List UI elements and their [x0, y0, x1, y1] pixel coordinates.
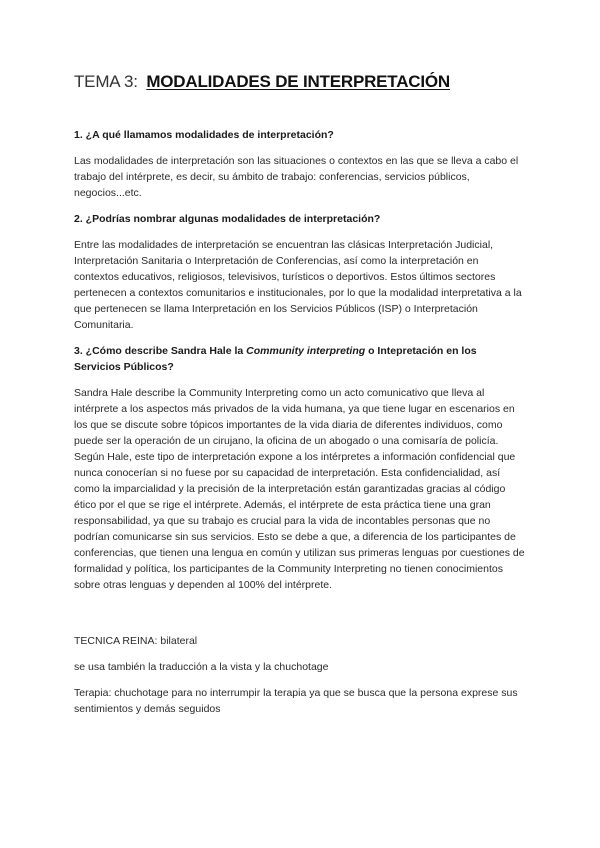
question-3-after: o Intepretación en los Servicios Públicos? — [74, 345, 477, 373]
note-3: Terapia: chuchotage para no interrumpir la terapia ya que se busca que la persona exprese sus sentimientos y demás seguidos — [74, 687, 518, 715]
note-2: se usa también la traducción a la vista y la chuchotage — [74, 661, 329, 673]
answer-2: Entre las modalidades de interpretación se encuentran las clásicas Interpretación Judicial, Interpretación Sanitaria o Interpretación de Conferencias, así como la interpretación en contextos educativos, religiosos, televisivos, turísticos o deportivos. Estos últimos sectores pertenecen a contextos comunitarios e institucionales, por lo que la modalidad interpretativa a la que pertenecen se llama Interpretación en los Servicios Públicos (ISP) o Interpretación Comunitaria. — [74, 239, 522, 331]
title-main: MODALIDADES DE INTERPRETACIÓN — [146, 72, 450, 91]
question-3 — [74, 343, 526, 375]
notes-section — [74, 633, 526, 727]
title-prefix: TEMA 3: — [74, 72, 138, 91]
note-1: TECNICA REINA: bilateral — [74, 635, 198, 647]
page-title — [74, 72, 450, 92]
answer-1: Las modalidades de interpretación son las situaciones o contextos en las que se lleva a cabo el trabajo del intérprete, es decir, su ámbito de trabajo: conferencias, servicios públicos, negocios...etc. — [74, 155, 519, 199]
question-3-before: 3. ¿Cómo describe Sandra Hale la — [74, 345, 247, 357]
question-3-italic: Community interpreting — [246, 345, 366, 357]
answer-3: Sandra Hale describe la Community Interpreting como un acto comunicativo que lleva al intérprete a los aspectos más privados de la vida humana, ya que tiene lugar en escenarios en los que se discute sobre tópicos importantes de la vida diaria de diferentes individuos, como puede ser la operación de un cirujano, la oficina de un abogado o una comisaría de policía. Según Hale, este tipo de interpretación expone a los intérpretes a información confidencial que nunca conocerían si no fuese por su capacidad de interpretación. Esta confidencialidad, así como la imparcialidad y la precisión de la interpretación están garantizadas gracias al código ético por el que se rige el intérprete. Además, el intérprete de esta práctica tiene una gran responsabilidad, ya que su trabajo es crucial para la vida de incontables personas que no podrían comunicarse sin sus servicios. Esto se debe a que, a diferencia de los participantes de conferencias, que tienen una lengua en común y utilizan sus primeras lenguas por cuestiones de formalidad y política, los participantes de la Community Interpreting no tienen conocimientos sobre otras lenguas y dependen al 100% del intérprete. — [74, 387, 525, 591]
question-1: 1. ¿A qué llamamos modalidades de interpretación? — [74, 129, 334, 141]
qa-content — [74, 127, 526, 603]
question-2: 2. ¿Podrías nombrar algunas modalidades de interpretación? — [74, 213, 381, 225]
